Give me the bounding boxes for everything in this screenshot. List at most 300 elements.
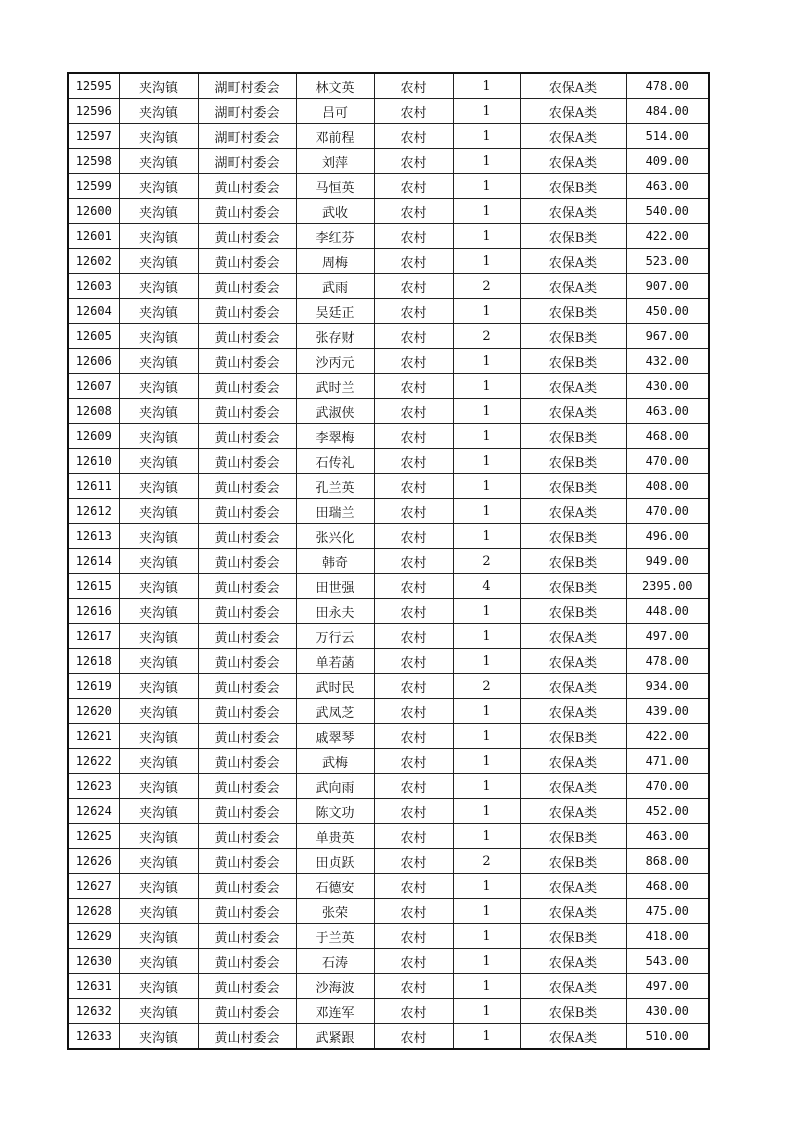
amount-cell: 463.00 xyxy=(626,399,709,424)
town-cell: 夹沟镇 xyxy=(119,99,198,124)
member-count-cell: 1 xyxy=(453,449,520,474)
member-count-cell: 1 xyxy=(453,749,520,774)
table-row xyxy=(68,699,709,724)
name-cell: 田世强 xyxy=(296,574,374,599)
amount-cell: 408.00 xyxy=(626,474,709,499)
table-row xyxy=(68,724,709,749)
amount-cell: 497.00 xyxy=(626,974,709,999)
table-row xyxy=(68,674,709,699)
name-cell: 田永夫 xyxy=(296,599,374,624)
record-id-cell: 12599 xyxy=(68,174,119,199)
member-count-cell: 1 xyxy=(453,599,520,624)
village-committee-cell: 湖町村委会 xyxy=(198,149,296,174)
name-cell: 武收 xyxy=(296,199,374,224)
insurance-category-cell: 农保A类 xyxy=(520,1024,626,1050)
amount-cell: 430.00 xyxy=(626,374,709,399)
table-row xyxy=(68,224,709,249)
village-committee-cell: 黄山村委会 xyxy=(198,874,296,899)
name-cell: 刘萍 xyxy=(296,149,374,174)
member-count-cell: 1 xyxy=(453,399,520,424)
town-cell: 夹沟镇 xyxy=(119,849,198,874)
insurance-category-cell: 农保B类 xyxy=(520,924,626,949)
village-committee-cell: 黄山村委会 xyxy=(198,699,296,724)
village-committee-cell: 湖町村委会 xyxy=(198,73,296,99)
record-id-cell: 12612 xyxy=(68,499,119,524)
name-cell: 邓连军 xyxy=(296,999,374,1024)
household-type-cell: 农村 xyxy=(374,549,453,574)
insurance-category-cell: 农保A类 xyxy=(520,274,626,299)
village-committee-cell: 黄山村委会 xyxy=(198,724,296,749)
member-count-cell: 1 xyxy=(453,699,520,724)
table-row xyxy=(68,524,709,549)
village-committee-cell: 黄山村委会 xyxy=(198,324,296,349)
town-cell: 夹沟镇 xyxy=(119,274,198,299)
household-type-cell: 农村 xyxy=(374,499,453,524)
name-cell: 孔兰英 xyxy=(296,474,374,499)
table-row xyxy=(68,274,709,299)
member-count-cell: 1 xyxy=(453,799,520,824)
name-cell: 陈文功 xyxy=(296,799,374,824)
village-committee-cell: 黄山村委会 xyxy=(198,449,296,474)
town-cell: 夹沟镇 xyxy=(119,73,198,99)
name-cell: 张存财 xyxy=(296,324,374,349)
amount-cell: 418.00 xyxy=(626,924,709,949)
town-cell: 夹沟镇 xyxy=(119,999,198,1024)
name-cell: 单若菡 xyxy=(296,649,374,674)
household-type-cell: 农村 xyxy=(374,249,453,274)
record-id-cell: 12595 xyxy=(68,73,119,99)
town-cell: 夹沟镇 xyxy=(119,524,198,549)
member-count-cell: 1 xyxy=(453,899,520,924)
member-count-cell: 1 xyxy=(453,499,520,524)
insurance-category-cell: 农保A类 xyxy=(520,749,626,774)
record-id-cell: 12597 xyxy=(68,124,119,149)
name-cell: 武向雨 xyxy=(296,774,374,799)
record-id-cell: 12618 xyxy=(68,649,119,674)
village-committee-cell: 黄山村委会 xyxy=(198,224,296,249)
amount-cell: 409.00 xyxy=(626,149,709,174)
household-type-cell: 农村 xyxy=(374,73,453,99)
town-cell: 夹沟镇 xyxy=(119,249,198,274)
name-cell: 邓前程 xyxy=(296,124,374,149)
table-row xyxy=(68,299,709,324)
town-cell: 夹沟镇 xyxy=(119,299,198,324)
insurance-category-cell: 农保A类 xyxy=(520,199,626,224)
household-type-cell: 农村 xyxy=(374,799,453,824)
record-id-cell: 12622 xyxy=(68,749,119,774)
town-cell: 夹沟镇 xyxy=(119,399,198,424)
village-committee-cell: 黄山村委会 xyxy=(198,774,296,799)
amount-cell: 463.00 xyxy=(626,174,709,199)
town-cell: 夹沟镇 xyxy=(119,924,198,949)
household-type-cell: 农村 xyxy=(374,149,453,174)
record-id-cell: 12623 xyxy=(68,774,119,799)
village-committee-cell: 黄山村委会 xyxy=(198,974,296,999)
record-id-cell: 12601 xyxy=(68,224,119,249)
amount-cell: 422.00 xyxy=(626,224,709,249)
household-type-cell: 农村 xyxy=(374,424,453,449)
insurance-category-cell: 农保A类 xyxy=(520,99,626,124)
household-type-cell: 农村 xyxy=(374,649,453,674)
name-cell: 石传礼 xyxy=(296,449,374,474)
household-type-cell: 农村 xyxy=(374,99,453,124)
town-cell: 夹沟镇 xyxy=(119,174,198,199)
table-row xyxy=(68,949,709,974)
household-type-cell: 农村 xyxy=(374,824,453,849)
member-count-cell: 1 xyxy=(453,249,520,274)
record-id-cell: 12611 xyxy=(68,474,119,499)
name-cell: 张荣 xyxy=(296,899,374,924)
name-cell: 武梅 xyxy=(296,749,374,774)
record-id-cell: 12633 xyxy=(68,1024,119,1050)
village-committee-cell: 黄山村委会 xyxy=(198,674,296,699)
table-row xyxy=(68,824,709,849)
member-count-cell: 2 xyxy=(453,674,520,699)
record-id-cell: 12626 xyxy=(68,849,119,874)
village-committee-cell: 黄山村委会 xyxy=(198,524,296,549)
town-cell: 夹沟镇 xyxy=(119,599,198,624)
name-cell: 吕可 xyxy=(296,99,374,124)
insurance-category-cell: 农保B类 xyxy=(520,599,626,624)
amount-cell: 439.00 xyxy=(626,699,709,724)
member-count-cell: 1 xyxy=(453,1024,520,1050)
insurance-category-cell: 农保A类 xyxy=(520,674,626,699)
insurance-category-cell: 农保B类 xyxy=(520,174,626,199)
town-cell: 夹沟镇 xyxy=(119,824,198,849)
town-cell: 夹沟镇 xyxy=(119,874,198,899)
member-count-cell: 1 xyxy=(453,724,520,749)
member-count-cell: 2 xyxy=(453,849,520,874)
amount-cell: 432.00 xyxy=(626,349,709,374)
village-committee-cell: 黄山村委会 xyxy=(198,849,296,874)
amount-cell: 463.00 xyxy=(626,824,709,849)
village-committee-cell: 湖町村委会 xyxy=(198,99,296,124)
table-row xyxy=(68,999,709,1024)
name-cell: 李翠梅 xyxy=(296,424,374,449)
insurance-category-cell: 农保A类 xyxy=(520,374,626,399)
name-cell: 石涛 xyxy=(296,949,374,974)
member-count-cell: 1 xyxy=(453,199,520,224)
table-row xyxy=(68,849,709,874)
member-count-cell: 1 xyxy=(453,974,520,999)
insurance-category-cell: 农保B类 xyxy=(520,524,626,549)
table-row xyxy=(68,749,709,774)
name-cell: 吴廷正 xyxy=(296,299,374,324)
table-row xyxy=(68,899,709,924)
table-row xyxy=(68,374,709,399)
insurance-category-cell: 农保B类 xyxy=(520,299,626,324)
record-id-cell: 12617 xyxy=(68,624,119,649)
name-cell: 单贵英 xyxy=(296,824,374,849)
amount-cell: 496.00 xyxy=(626,524,709,549)
amount-cell: 430.00 xyxy=(626,999,709,1024)
town-cell: 夹沟镇 xyxy=(119,149,198,174)
insurance-category-cell: 农保B类 xyxy=(520,549,626,574)
table-row xyxy=(68,324,709,349)
table-row xyxy=(68,124,709,149)
village-committee-cell: 黄山村委会 xyxy=(198,649,296,674)
table-row xyxy=(68,599,709,624)
household-type-cell: 农村 xyxy=(374,874,453,899)
record-id-cell: 12620 xyxy=(68,699,119,724)
member-count-cell: 1 xyxy=(453,949,520,974)
name-cell: 韩奇 xyxy=(296,549,374,574)
name-cell: 武时民 xyxy=(296,674,374,699)
table-row xyxy=(68,774,709,799)
village-committee-cell: 黄山村委会 xyxy=(198,624,296,649)
insurance-category-cell: 农保A类 xyxy=(520,249,626,274)
village-committee-cell: 黄山村委会 xyxy=(198,199,296,224)
town-cell: 夹沟镇 xyxy=(119,499,198,524)
record-id-cell: 12610 xyxy=(68,449,119,474)
household-type-cell: 农村 xyxy=(374,324,453,349)
insurance-category-cell: 农保A类 xyxy=(520,149,626,174)
village-committee-cell: 黄山村委会 xyxy=(198,174,296,199)
village-committee-cell: 湖町村委会 xyxy=(198,124,296,149)
record-id-cell: 12619 xyxy=(68,674,119,699)
table-row xyxy=(68,99,709,124)
village-committee-cell: 黄山村委会 xyxy=(198,549,296,574)
table-row xyxy=(68,499,709,524)
village-committee-cell: 黄山村委会 xyxy=(198,499,296,524)
village-committee-cell: 黄山村委会 xyxy=(198,999,296,1024)
amount-cell: 470.00 xyxy=(626,774,709,799)
record-id-cell: 12613 xyxy=(68,524,119,549)
town-cell: 夹沟镇 xyxy=(119,699,198,724)
town-cell: 夹沟镇 xyxy=(119,224,198,249)
village-committee-cell: 黄山村委会 xyxy=(198,274,296,299)
record-id-cell: 12603 xyxy=(68,274,119,299)
table-row xyxy=(68,149,709,174)
amount-cell: 422.00 xyxy=(626,724,709,749)
table-row xyxy=(68,624,709,649)
amount-cell: 478.00 xyxy=(626,73,709,99)
household-type-cell: 农村 xyxy=(374,574,453,599)
household-type-cell: 农村 xyxy=(374,724,453,749)
household-type-cell: 农村 xyxy=(374,474,453,499)
town-cell: 夹沟镇 xyxy=(119,1024,198,1050)
amount-cell: 475.00 xyxy=(626,899,709,924)
member-count-cell: 1 xyxy=(453,99,520,124)
village-committee-cell: 黄山村委会 xyxy=(198,924,296,949)
name-cell: 武时兰 xyxy=(296,374,374,399)
town-cell: 夹沟镇 xyxy=(119,624,198,649)
insurance-category-cell: 农保A类 xyxy=(520,399,626,424)
member-count-cell: 1 xyxy=(453,424,520,449)
name-cell: 沙丙元 xyxy=(296,349,374,374)
amount-cell: 2395.00 xyxy=(626,574,709,599)
household-type-cell: 农村 xyxy=(374,349,453,374)
record-id-cell: 12615 xyxy=(68,574,119,599)
table-row xyxy=(68,649,709,674)
village-committee-cell: 黄山村委会 xyxy=(198,599,296,624)
amount-cell: 484.00 xyxy=(626,99,709,124)
amount-cell: 468.00 xyxy=(626,874,709,899)
member-count-cell: 2 xyxy=(453,549,520,574)
amount-cell: 907.00 xyxy=(626,274,709,299)
table-row xyxy=(68,549,709,574)
member-count-cell: 1 xyxy=(453,624,520,649)
insurance-category-cell: 农保B类 xyxy=(520,824,626,849)
town-cell: 夹沟镇 xyxy=(119,674,198,699)
amount-cell: 470.00 xyxy=(626,499,709,524)
amount-cell: 497.00 xyxy=(626,624,709,649)
member-count-cell: 1 xyxy=(453,774,520,799)
member-count-cell: 1 xyxy=(453,124,520,149)
table-row xyxy=(68,249,709,274)
household-type-cell: 农村 xyxy=(374,299,453,324)
record-id-cell: 12600 xyxy=(68,199,119,224)
table-row xyxy=(68,199,709,224)
name-cell: 林文英 xyxy=(296,73,374,99)
insurance-category-cell: 农保B类 xyxy=(520,324,626,349)
village-committee-cell: 黄山村委会 xyxy=(198,349,296,374)
name-cell: 戚翠琴 xyxy=(296,724,374,749)
town-cell: 夹沟镇 xyxy=(119,474,198,499)
town-cell: 夹沟镇 xyxy=(119,749,198,774)
roster-table xyxy=(67,72,710,1050)
amount-cell: 471.00 xyxy=(626,749,709,774)
member-count-cell: 1 xyxy=(453,524,520,549)
amount-cell: 510.00 xyxy=(626,1024,709,1050)
amount-cell: 468.00 xyxy=(626,424,709,449)
insurance-category-cell: 农保A类 xyxy=(520,899,626,924)
record-id-cell: 12625 xyxy=(68,824,119,849)
household-type-cell: 农村 xyxy=(374,199,453,224)
village-committee-cell: 黄山村委会 xyxy=(198,374,296,399)
table-row xyxy=(68,73,709,99)
amount-cell: 949.00 xyxy=(626,549,709,574)
member-count-cell: 1 xyxy=(453,149,520,174)
insurance-category-cell: 农保B类 xyxy=(520,449,626,474)
household-type-cell: 农村 xyxy=(374,274,453,299)
record-id-cell: 12604 xyxy=(68,299,119,324)
village-committee-cell: 黄山村委会 xyxy=(198,899,296,924)
member-count-cell: 1 xyxy=(453,824,520,849)
record-id-cell: 12609 xyxy=(68,424,119,449)
insurance-category-cell: 农保B类 xyxy=(520,849,626,874)
name-cell: 田贞跃 xyxy=(296,849,374,874)
record-id-cell: 12616 xyxy=(68,599,119,624)
village-committee-cell: 黄山村委会 xyxy=(198,474,296,499)
table-row xyxy=(68,424,709,449)
member-count-cell: 1 xyxy=(453,474,520,499)
table-row xyxy=(68,474,709,499)
name-cell: 万行云 xyxy=(296,624,374,649)
insurance-category-cell: 农保A类 xyxy=(520,624,626,649)
insurance-category-cell: 农保B类 xyxy=(520,999,626,1024)
record-id-cell: 12605 xyxy=(68,324,119,349)
village-committee-cell: 黄山村委会 xyxy=(198,1024,296,1050)
household-type-cell: 农村 xyxy=(374,374,453,399)
insurance-category-cell: 农保B类 xyxy=(520,224,626,249)
name-cell: 沙海波 xyxy=(296,974,374,999)
household-type-cell: 农村 xyxy=(374,899,453,924)
insurance-category-cell: 农保B类 xyxy=(520,424,626,449)
village-committee-cell: 黄山村委会 xyxy=(198,749,296,774)
insurance-category-cell: 农保B类 xyxy=(520,574,626,599)
amount-cell: 868.00 xyxy=(626,849,709,874)
member-count-cell: 1 xyxy=(453,874,520,899)
table-row xyxy=(68,1024,709,1050)
name-cell: 武雨 xyxy=(296,274,374,299)
record-id-cell: 12629 xyxy=(68,924,119,949)
amount-cell: 450.00 xyxy=(626,299,709,324)
member-count-cell: 1 xyxy=(453,73,520,99)
town-cell: 夹沟镇 xyxy=(119,574,198,599)
amount-cell: 514.00 xyxy=(626,124,709,149)
amount-cell: 452.00 xyxy=(626,799,709,824)
village-committee-cell: 黄山村委会 xyxy=(198,574,296,599)
name-cell: 田瑞兰 xyxy=(296,499,374,524)
table-row xyxy=(68,174,709,199)
insurance-category-cell: 农保A类 xyxy=(520,73,626,99)
village-committee-cell: 黄山村委会 xyxy=(198,824,296,849)
household-type-cell: 农村 xyxy=(374,224,453,249)
record-id-cell: 12631 xyxy=(68,974,119,999)
town-cell: 夹沟镇 xyxy=(119,549,198,574)
insurance-category-cell: 农保B类 xyxy=(520,724,626,749)
roster-body xyxy=(68,73,709,1049)
table-row xyxy=(68,449,709,474)
town-cell: 夹沟镇 xyxy=(119,324,198,349)
town-cell: 夹沟镇 xyxy=(119,949,198,974)
record-id-cell: 12630 xyxy=(68,949,119,974)
record-id-cell: 12627 xyxy=(68,874,119,899)
member-count-cell: 1 xyxy=(453,374,520,399)
household-type-cell: 农村 xyxy=(374,699,453,724)
town-cell: 夹沟镇 xyxy=(119,899,198,924)
household-type-cell: 农村 xyxy=(374,399,453,424)
insurance-category-cell: 农保A类 xyxy=(520,699,626,724)
record-id-cell: 12614 xyxy=(68,549,119,574)
village-committee-cell: 黄山村委会 xyxy=(198,249,296,274)
insurance-category-cell: 农保A类 xyxy=(520,874,626,899)
insurance-category-cell: 农保A类 xyxy=(520,974,626,999)
insurance-category-cell: 农保A类 xyxy=(520,774,626,799)
amount-cell: 478.00 xyxy=(626,649,709,674)
amount-cell: 967.00 xyxy=(626,324,709,349)
insurance-category-cell: 农保A类 xyxy=(520,949,626,974)
name-cell: 石德安 xyxy=(296,874,374,899)
table-row xyxy=(68,874,709,899)
town-cell: 夹沟镇 xyxy=(119,199,198,224)
household-type-cell: 农村 xyxy=(374,524,453,549)
town-cell: 夹沟镇 xyxy=(119,774,198,799)
town-cell: 夹沟镇 xyxy=(119,449,198,474)
insurance-category-cell: 农保A类 xyxy=(520,799,626,824)
household-type-cell: 农村 xyxy=(374,449,453,474)
name-cell: 李红芬 xyxy=(296,224,374,249)
name-cell: 武紧跟 xyxy=(296,1024,374,1050)
amount-cell: 540.00 xyxy=(626,199,709,224)
member-count-cell: 1 xyxy=(453,649,520,674)
table-row xyxy=(68,924,709,949)
insurance-category-cell: 农保A类 xyxy=(520,124,626,149)
amount-cell: 543.00 xyxy=(626,949,709,974)
town-cell: 夹沟镇 xyxy=(119,124,198,149)
member-count-cell: 1 xyxy=(453,349,520,374)
member-count-cell: 2 xyxy=(453,324,520,349)
table-row xyxy=(68,399,709,424)
town-cell: 夹沟镇 xyxy=(119,799,198,824)
household-type-cell: 农村 xyxy=(374,749,453,774)
household-type-cell: 农村 xyxy=(374,949,453,974)
town-cell: 夹沟镇 xyxy=(119,374,198,399)
village-committee-cell: 黄山村委会 xyxy=(198,949,296,974)
insurance-category-cell: 农保A类 xyxy=(520,499,626,524)
table-row xyxy=(68,574,709,599)
